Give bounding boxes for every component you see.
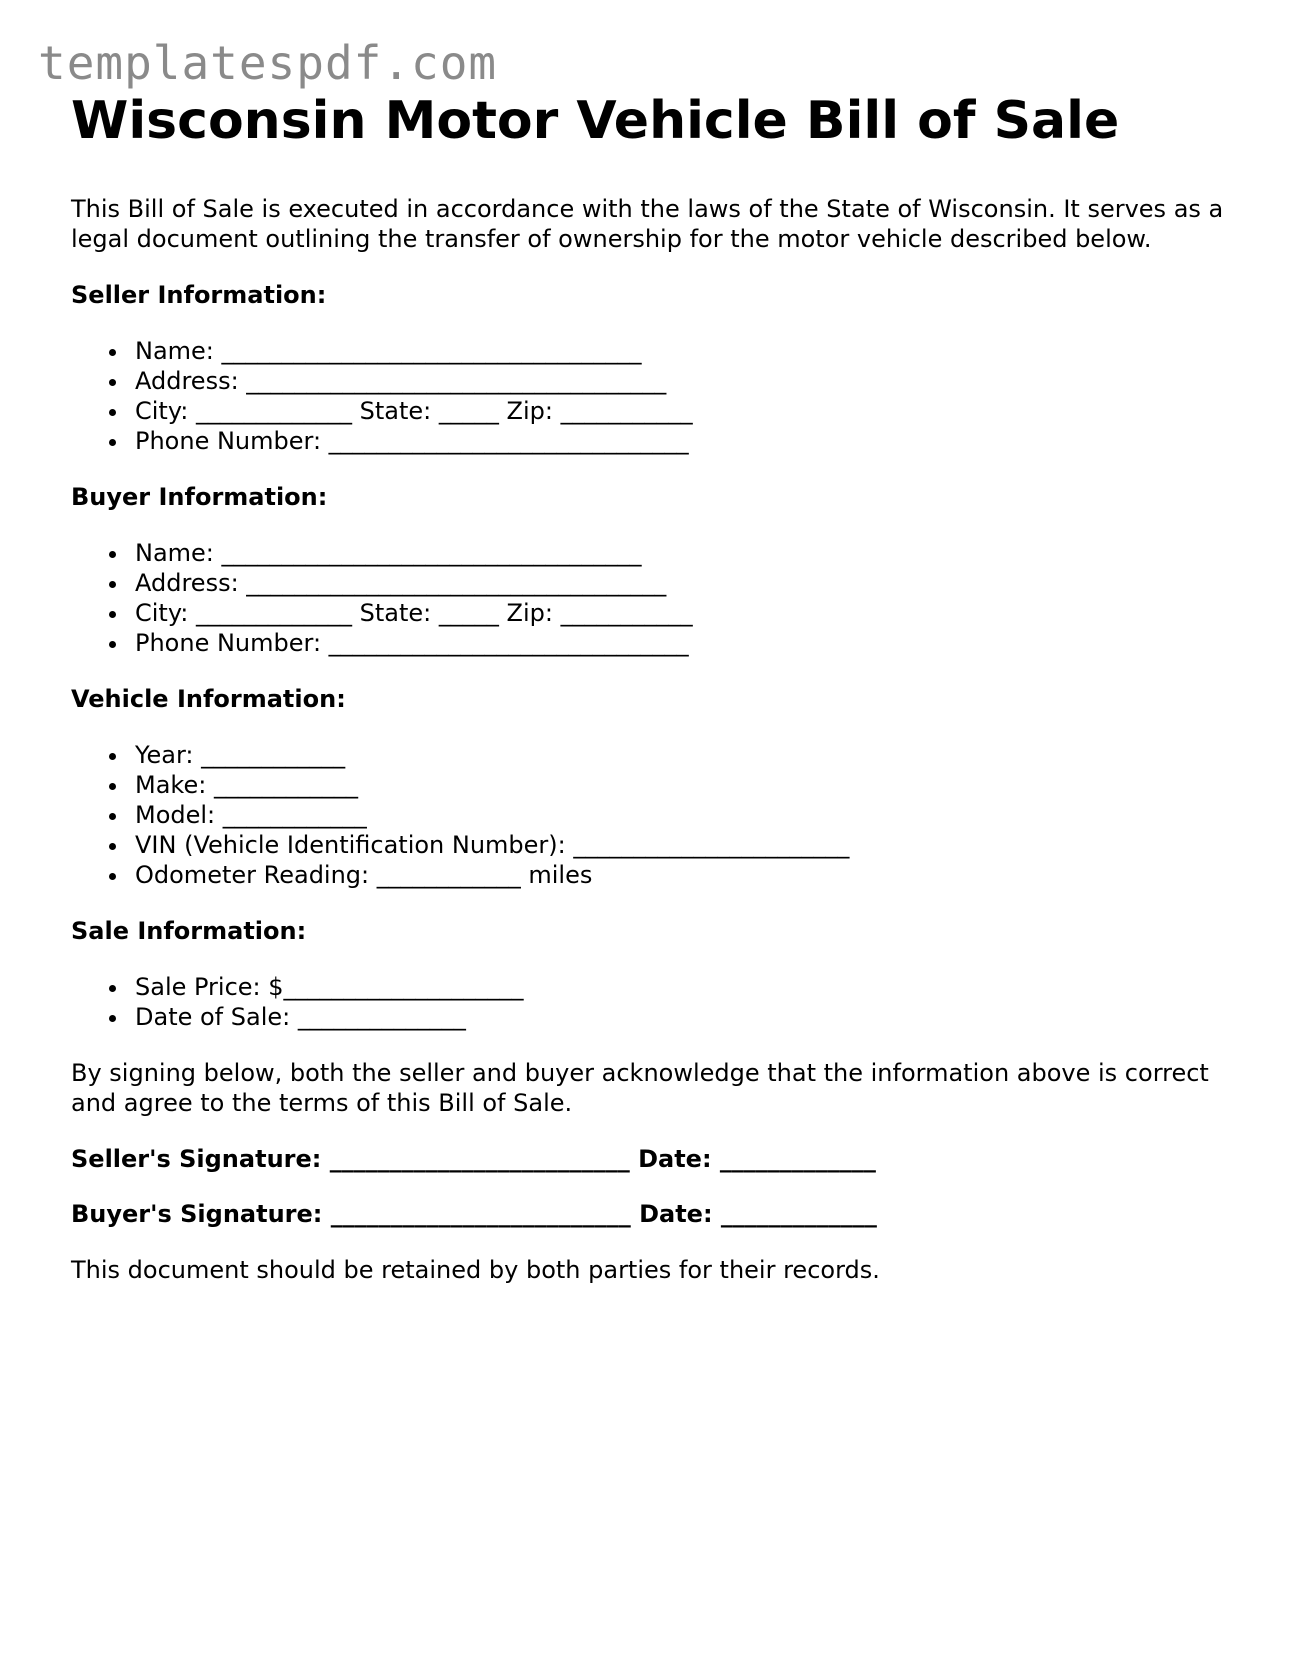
vehicle-information-list [71,740,1251,890]
buyer-information-heading: Buyer Information: [71,483,328,511]
watermark: templatespdf.com [38,36,498,90]
seller-name-field[interactable]: Name: ___________________________________ [71,336,1251,366]
seller-phone-field[interactable]: Phone Number: ______________________________ [71,426,1251,456]
sale-information-list [71,972,1251,1032]
buyer-phone-field[interactable]: Phone Number: ______________________________ [71,628,1251,658]
buyer-name-field[interactable]: Name: ___________________________________ [71,538,1251,568]
vehicle-year-field[interactable]: Year: ____________ [71,740,1251,770]
buyer-signature-line[interactable]: Buyer's Signature: _________________________ Date: _____________ [71,1200,877,1228]
seller-information-heading: Seller Information: [71,281,327,309]
buyer-address-field[interactable]: Address: ___________________________________ [71,568,1251,598]
buyer-information-list [71,538,1251,658]
vehicle-odometer-field[interactable]: Odometer Reading: ____________ miles [71,860,1251,890]
seller-city-state-zip-field[interactable]: City: _____________ State: _____ Zip: ___________ [71,396,1251,426]
vehicle-make-field[interactable]: Make: ____________ [71,770,1251,800]
vehicle-vin-field[interactable]: VIN (Vehicle Identification Number): _______________________ [71,830,1251,860]
footer-note: This document should be retained by both parties for their records. [71,1256,880,1284]
vehicle-information-heading: Vehicle Information: [71,685,346,713]
seller-signature-line[interactable]: Seller's Signature: _________________________ Date: _____________ [71,1145,876,1173]
seller-information-list [71,336,1251,456]
vehicle-model-field[interactable]: Model: ____________ [71,800,1251,830]
date-of-sale-field[interactable]: Date of Sale: ______________ [71,1002,1251,1032]
seller-address-field[interactable]: Address: ___________________________________ [71,366,1251,396]
intro-paragraph: This Bill of Sale is executed in accordance with the laws of the State of Wisconsin. It serves as a legal document outlining the transfer of ownership for the motor vehicle described below. [71,195,1224,253]
sale-price-field[interactable]: Sale Price: $____________________ [71,972,1251,1002]
document-title: Wisconsin Motor Vehicle Bill of Sale [71,91,1120,151]
acknowledgement-paragraph: By signing below, both the seller and buyer acknowledge that the information above is correct and agree to the terms of this Bill of Sale. [71,1059,1209,1117]
sale-information-heading: Sale Information: [71,917,307,945]
buyer-city-state-zip-field[interactable]: City: _____________ State: _____ Zip: ___________ [71,598,1251,628]
document-body [71,88,1251,1285]
